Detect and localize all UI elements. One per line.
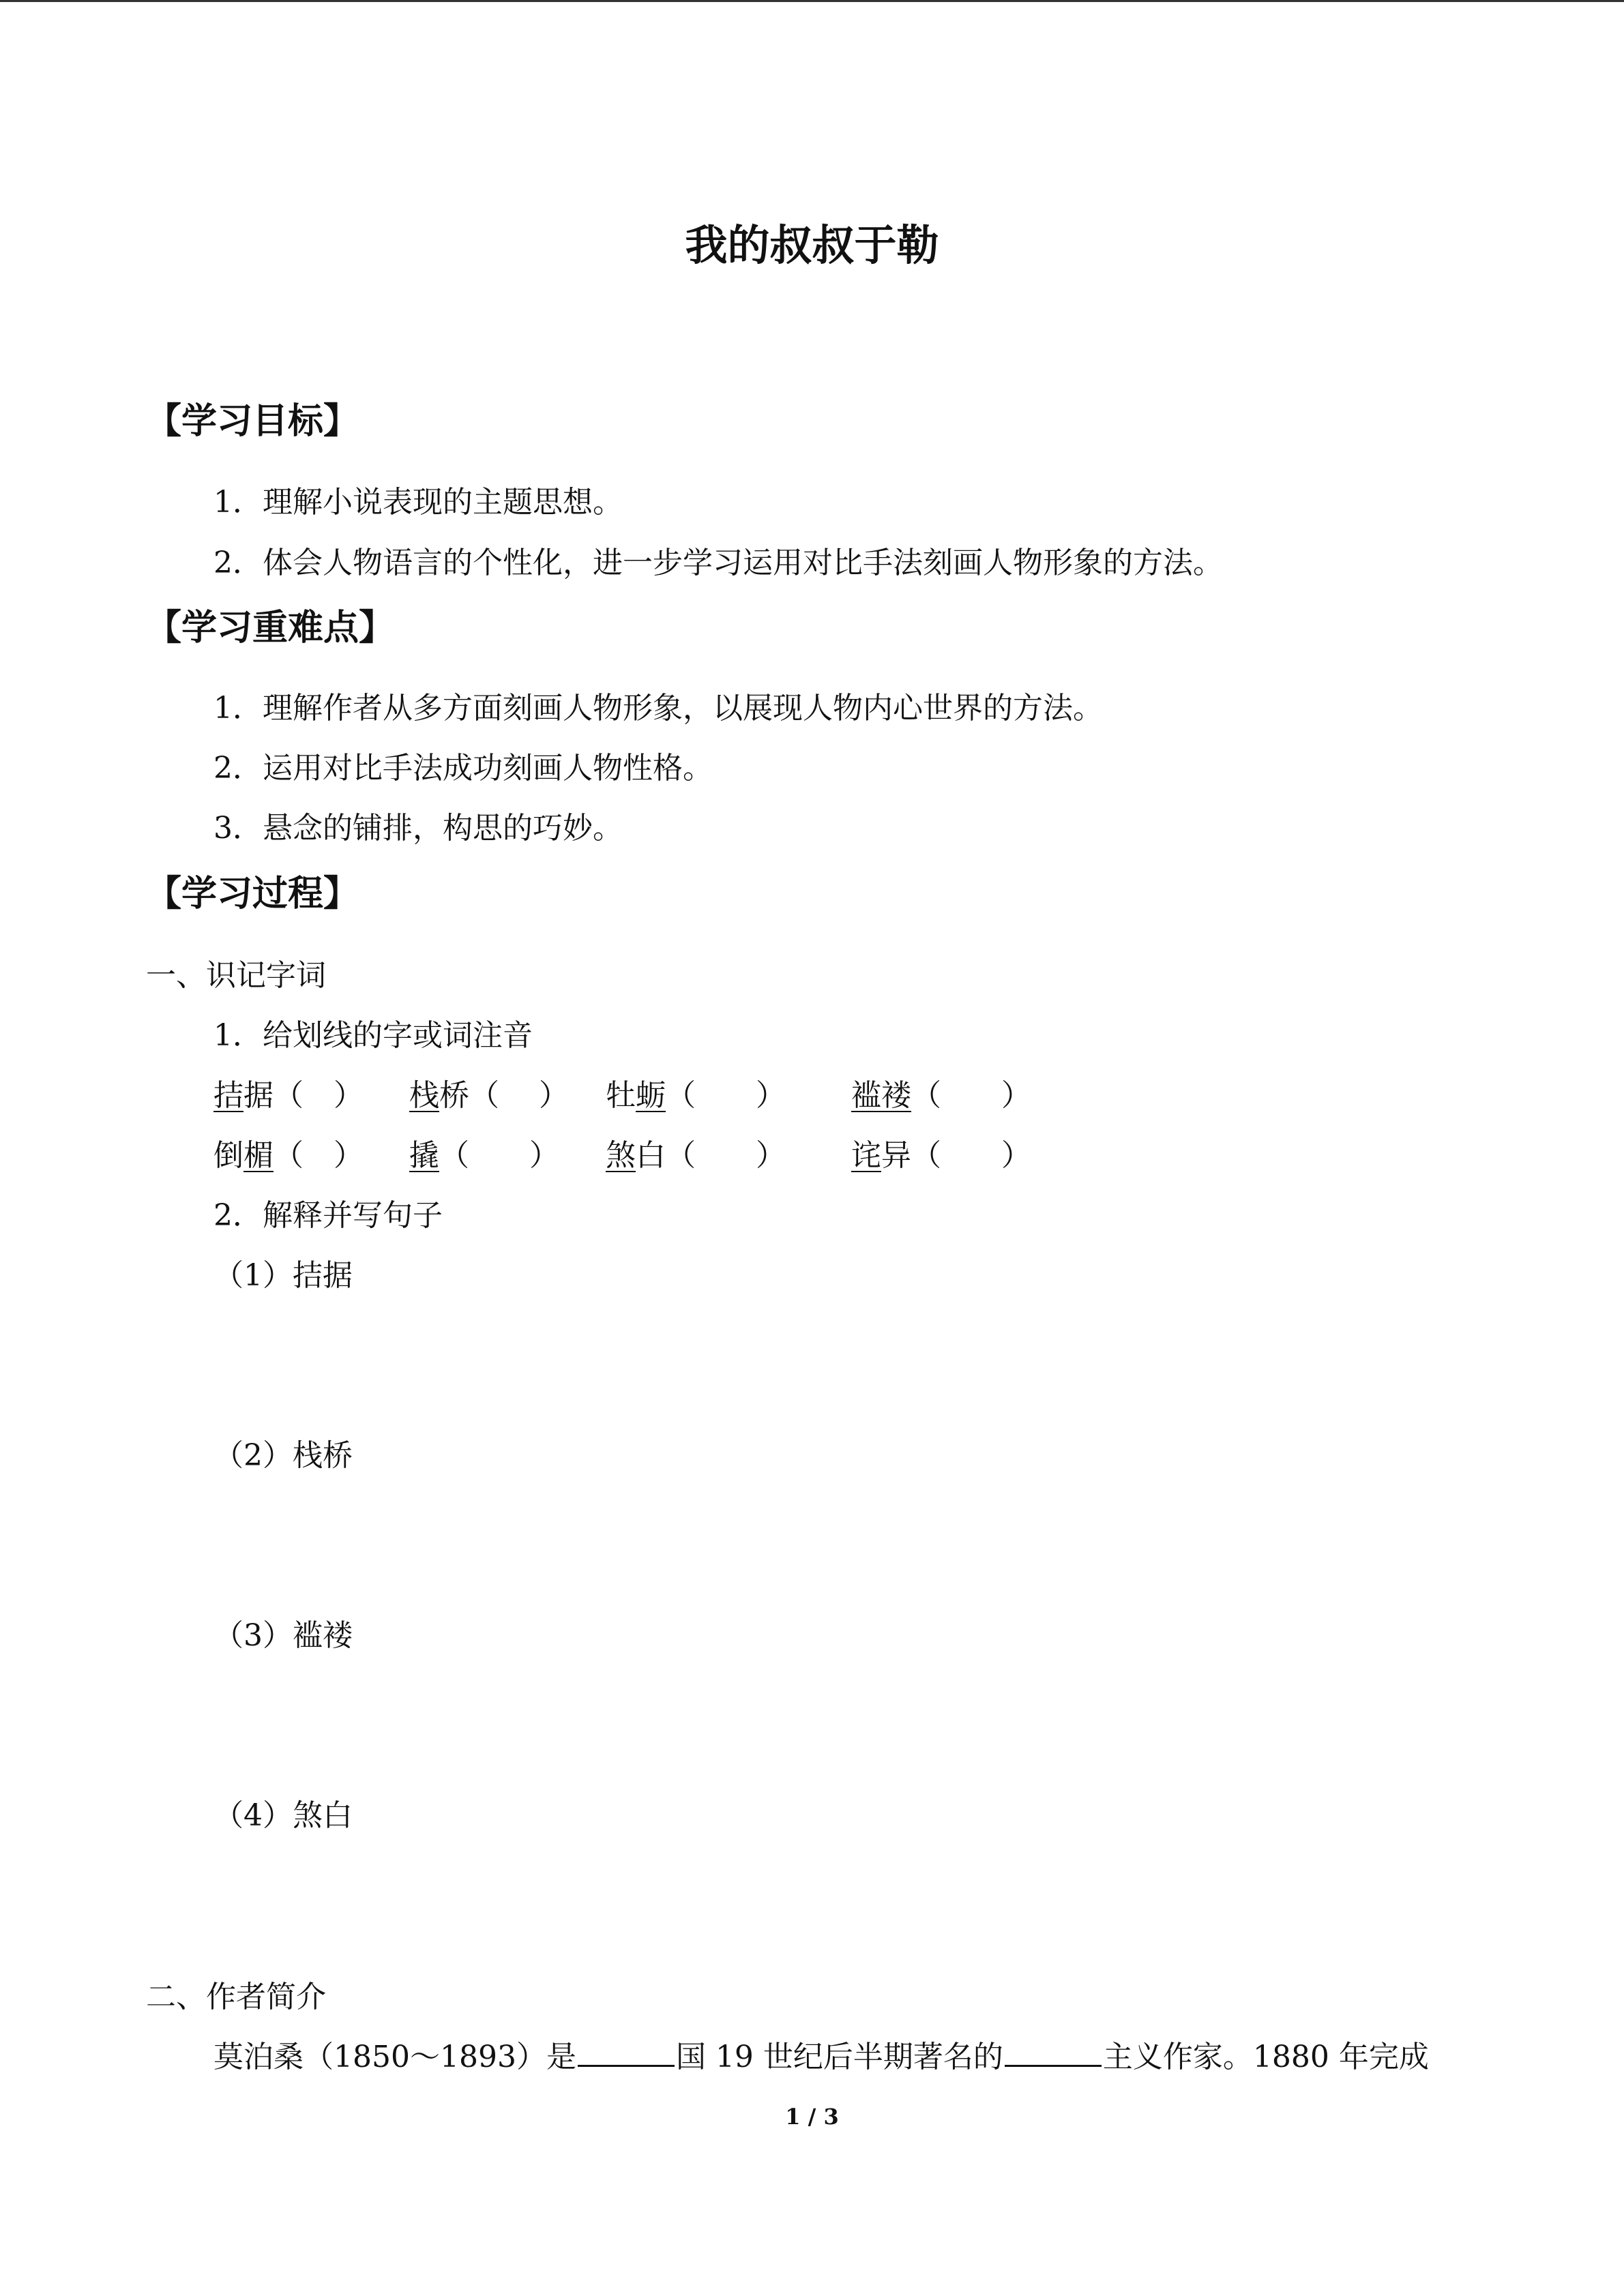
objective-item-1: 1．理解小说表现的主题思想。: [213, 485, 623, 520]
pinyin-item: 诧异（ ）: [851, 1138, 1031, 1173]
pinyin-item: 撬（ ）: [409, 1138, 559, 1173]
question-2: 2．解释并写句子: [213, 1198, 443, 1233]
underlined-char: 楣: [243, 1138, 274, 1173]
author-intro-text: 莫泊桑（1850～1893）是 国 19 世纪后半期著名的 主义作家。1880 年完成: [213, 2032, 1429, 2076]
process-heading: 【学习过程】: [146, 874, 359, 914]
underlined-char: 煞: [606, 1138, 636, 1173]
pinyin-item: 栈桥（ ）: [409, 1078, 569, 1113]
part2-heading: 二、作者简介: [146, 1980, 326, 2014]
explain-item-2: （2）栈桥: [213, 1438, 353, 1473]
part1-heading: 一、识记字词: [146, 958, 326, 993]
explain-item-4: （4）煞白: [213, 1798, 353, 1833]
underlined-char: 蛎: [636, 1078, 666, 1113]
key-points-heading: 【学习重难点】: [146, 608, 395, 648]
underlined-char: 撬: [409, 1138, 439, 1173]
fill-blank[interactable]: [1005, 2038, 1102, 2067]
underlined-char: 栈: [409, 1078, 439, 1113]
document-title: 我的叔叔于勒: [685, 220, 939, 270]
pinyin-item: 倒楣（ ）: [213, 1138, 364, 1173]
pinyin-item: 牡蛎（ ）: [606, 1078, 786, 1113]
pinyin-item: 褴褛（ ）: [851, 1078, 1031, 1113]
key-point-item-1: 1．理解作者从多方面刻画人物形象，以展现人物内心世界的方法。: [213, 691, 1103, 726]
key-point-item-3: 3．悬念的铺排，构思的巧妙。: [213, 811, 623, 846]
underlined-char: 诧: [851, 1138, 881, 1173]
objectives-heading: 【学习目标】: [146, 401, 359, 442]
underlined-char: 拮: [213, 1078, 243, 1113]
question-1: 1．给划线的字或词注音: [213, 1018, 533, 1053]
explain-item-1: （1）拮据: [213, 1258, 353, 1293]
key-point-item-2: 2．运用对比手法成功刻画人物性格。: [213, 751, 713, 786]
underlined-char: 褴褛: [851, 1078, 911, 1113]
pinyin-item: 煞白（ ）: [606, 1138, 786, 1173]
explain-item-3: （3）褴褛: [213, 1618, 353, 1653]
fill-blank[interactable]: [578, 2038, 675, 2067]
objective-item-2: 2．体会人物语言的个性化，进一步学习运用对比手法刻画人物形象的方法。: [213, 546, 1223, 580]
page-indicator: 1 / 3: [785, 2104, 839, 2130]
pinyin-item: 拮据（ ）: [213, 1078, 364, 1113]
top-border: [0, 0, 1624, 2]
